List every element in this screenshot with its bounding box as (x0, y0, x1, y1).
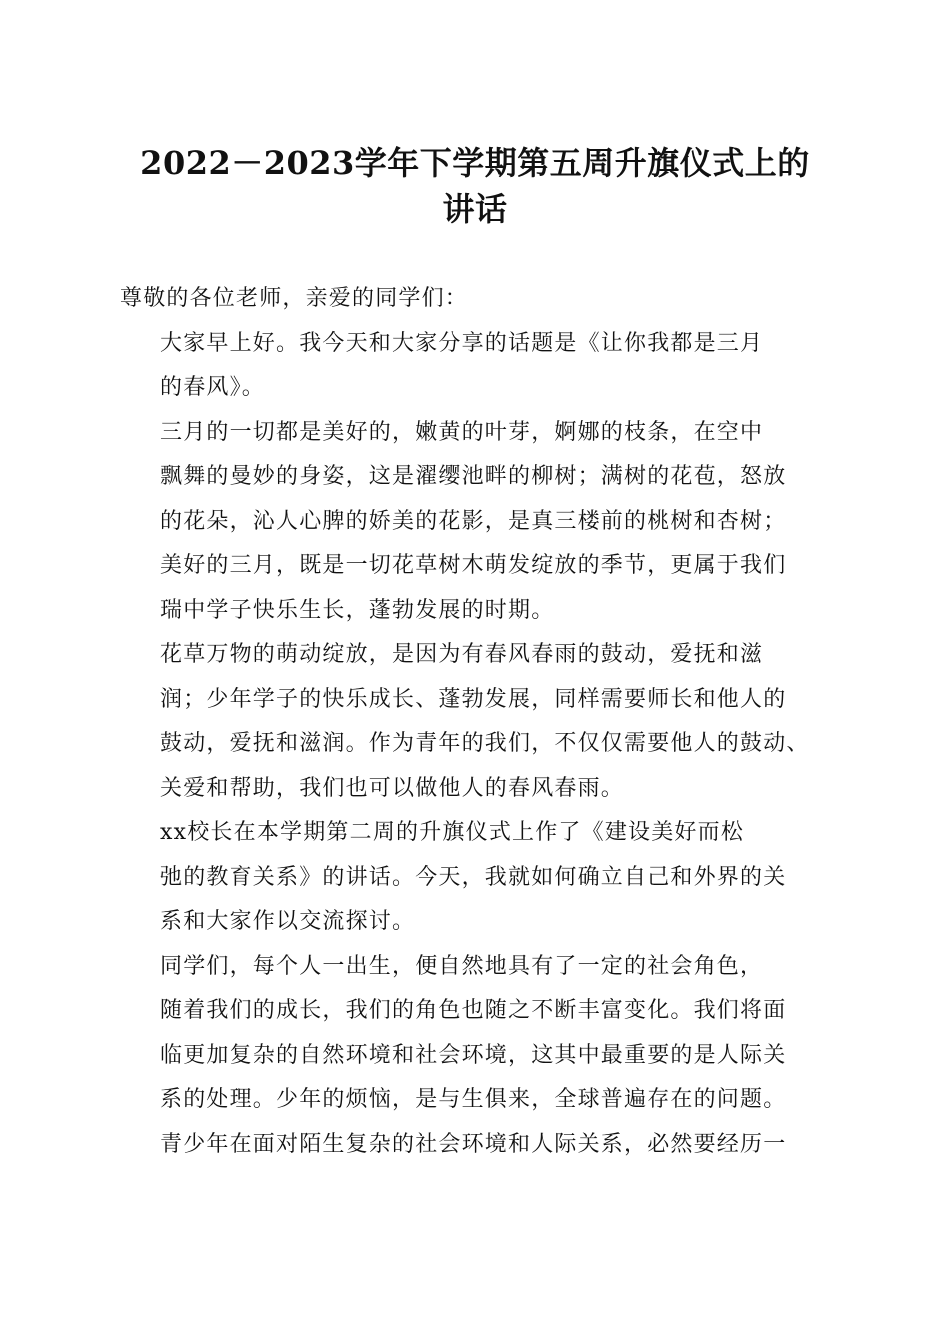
text-line: 系和大家作以交流探讨。 (160, 909, 416, 934)
paragraph-3 (120, 633, 832, 811)
text-line: 的春风》。 (160, 375, 266, 400)
text-line: 润；少年学子的快乐成长、蓬勃发展，同样需要师长和他人的 (160, 686, 787, 712)
text-line: 弛的教育关系》的讲话。今天，我就如何确立自己和外界的关 (160, 864, 787, 890)
paragraph-2 (120, 411, 832, 634)
text-line: xx校长在本学期第二周的升旗仪式上作了《建设美好而松 (160, 820, 745, 845)
text-line: 花草万物的萌动绽放，是因为有春风春雨的鼓动，爱抚和滋 (160, 642, 764, 667)
title-line-2: 讲话 (442, 190, 508, 228)
text-line: 三月的一切都是美好的，嫩黄的叶芽，婀娜的枝条，在空中 (160, 419, 764, 445)
paragraph-1 (120, 322, 832, 411)
text-line: 同学们，每个人一出生，便自然地具有了一定的社会角色， (160, 953, 764, 979)
text-line: 系的处理。少年的烦恼，是与生俱来，全球普遍存在的问题。 (160, 1087, 787, 1112)
text-line: 大家早上好。我今天和大家分享的话题是《让你我都是三月 (160, 330, 764, 356)
salutation (120, 277, 832, 322)
paragraph-4 (120, 811, 832, 945)
text-line: 鼓动，爱抚和滋润。作为青年的我们，不仅仅需要他人的鼓动、 (160, 731, 810, 756)
text-line: 瑞中学子快乐生长，蓬勃发展的时期。 (160, 597, 555, 623)
text-line: 飘舞的曼妙的身姿，这是濯缨池畔的柳树；满树的花苞，怒放 (160, 464, 787, 489)
text-line: 关爱和帮助，我们也可以做他人的春风春雨。 (160, 775, 625, 801)
salutation-line: 尊敬的各位老师，亲爱的同学们： (120, 286, 469, 311)
paragraph-5 (120, 945, 832, 1168)
text-line: 的花朵，沁人心脾的娇美的花影，是真三楼前的桃树和杏树； (160, 508, 787, 534)
title-line-1: 2022－2023学年下学期第五周升旗仪式上的 (140, 144, 810, 182)
text-line: 临更加复杂的自然环境和社会环境，这其中最重要的是人际关 (160, 1042, 787, 1068)
text-line: 美好的三月，既是一切花草树木萌发绽放的季节，更属于我们 (160, 553, 787, 578)
text-line: 青少年在面对陌生复杂的社会环境和人际关系，必然要经历一 (160, 1131, 787, 1157)
document-body (120, 277, 832, 1167)
document-title (120, 140, 830, 232)
text-line: 随着我们的成长，我们的角色也随之不断丰富变化。我们将面 (160, 998, 787, 1023)
